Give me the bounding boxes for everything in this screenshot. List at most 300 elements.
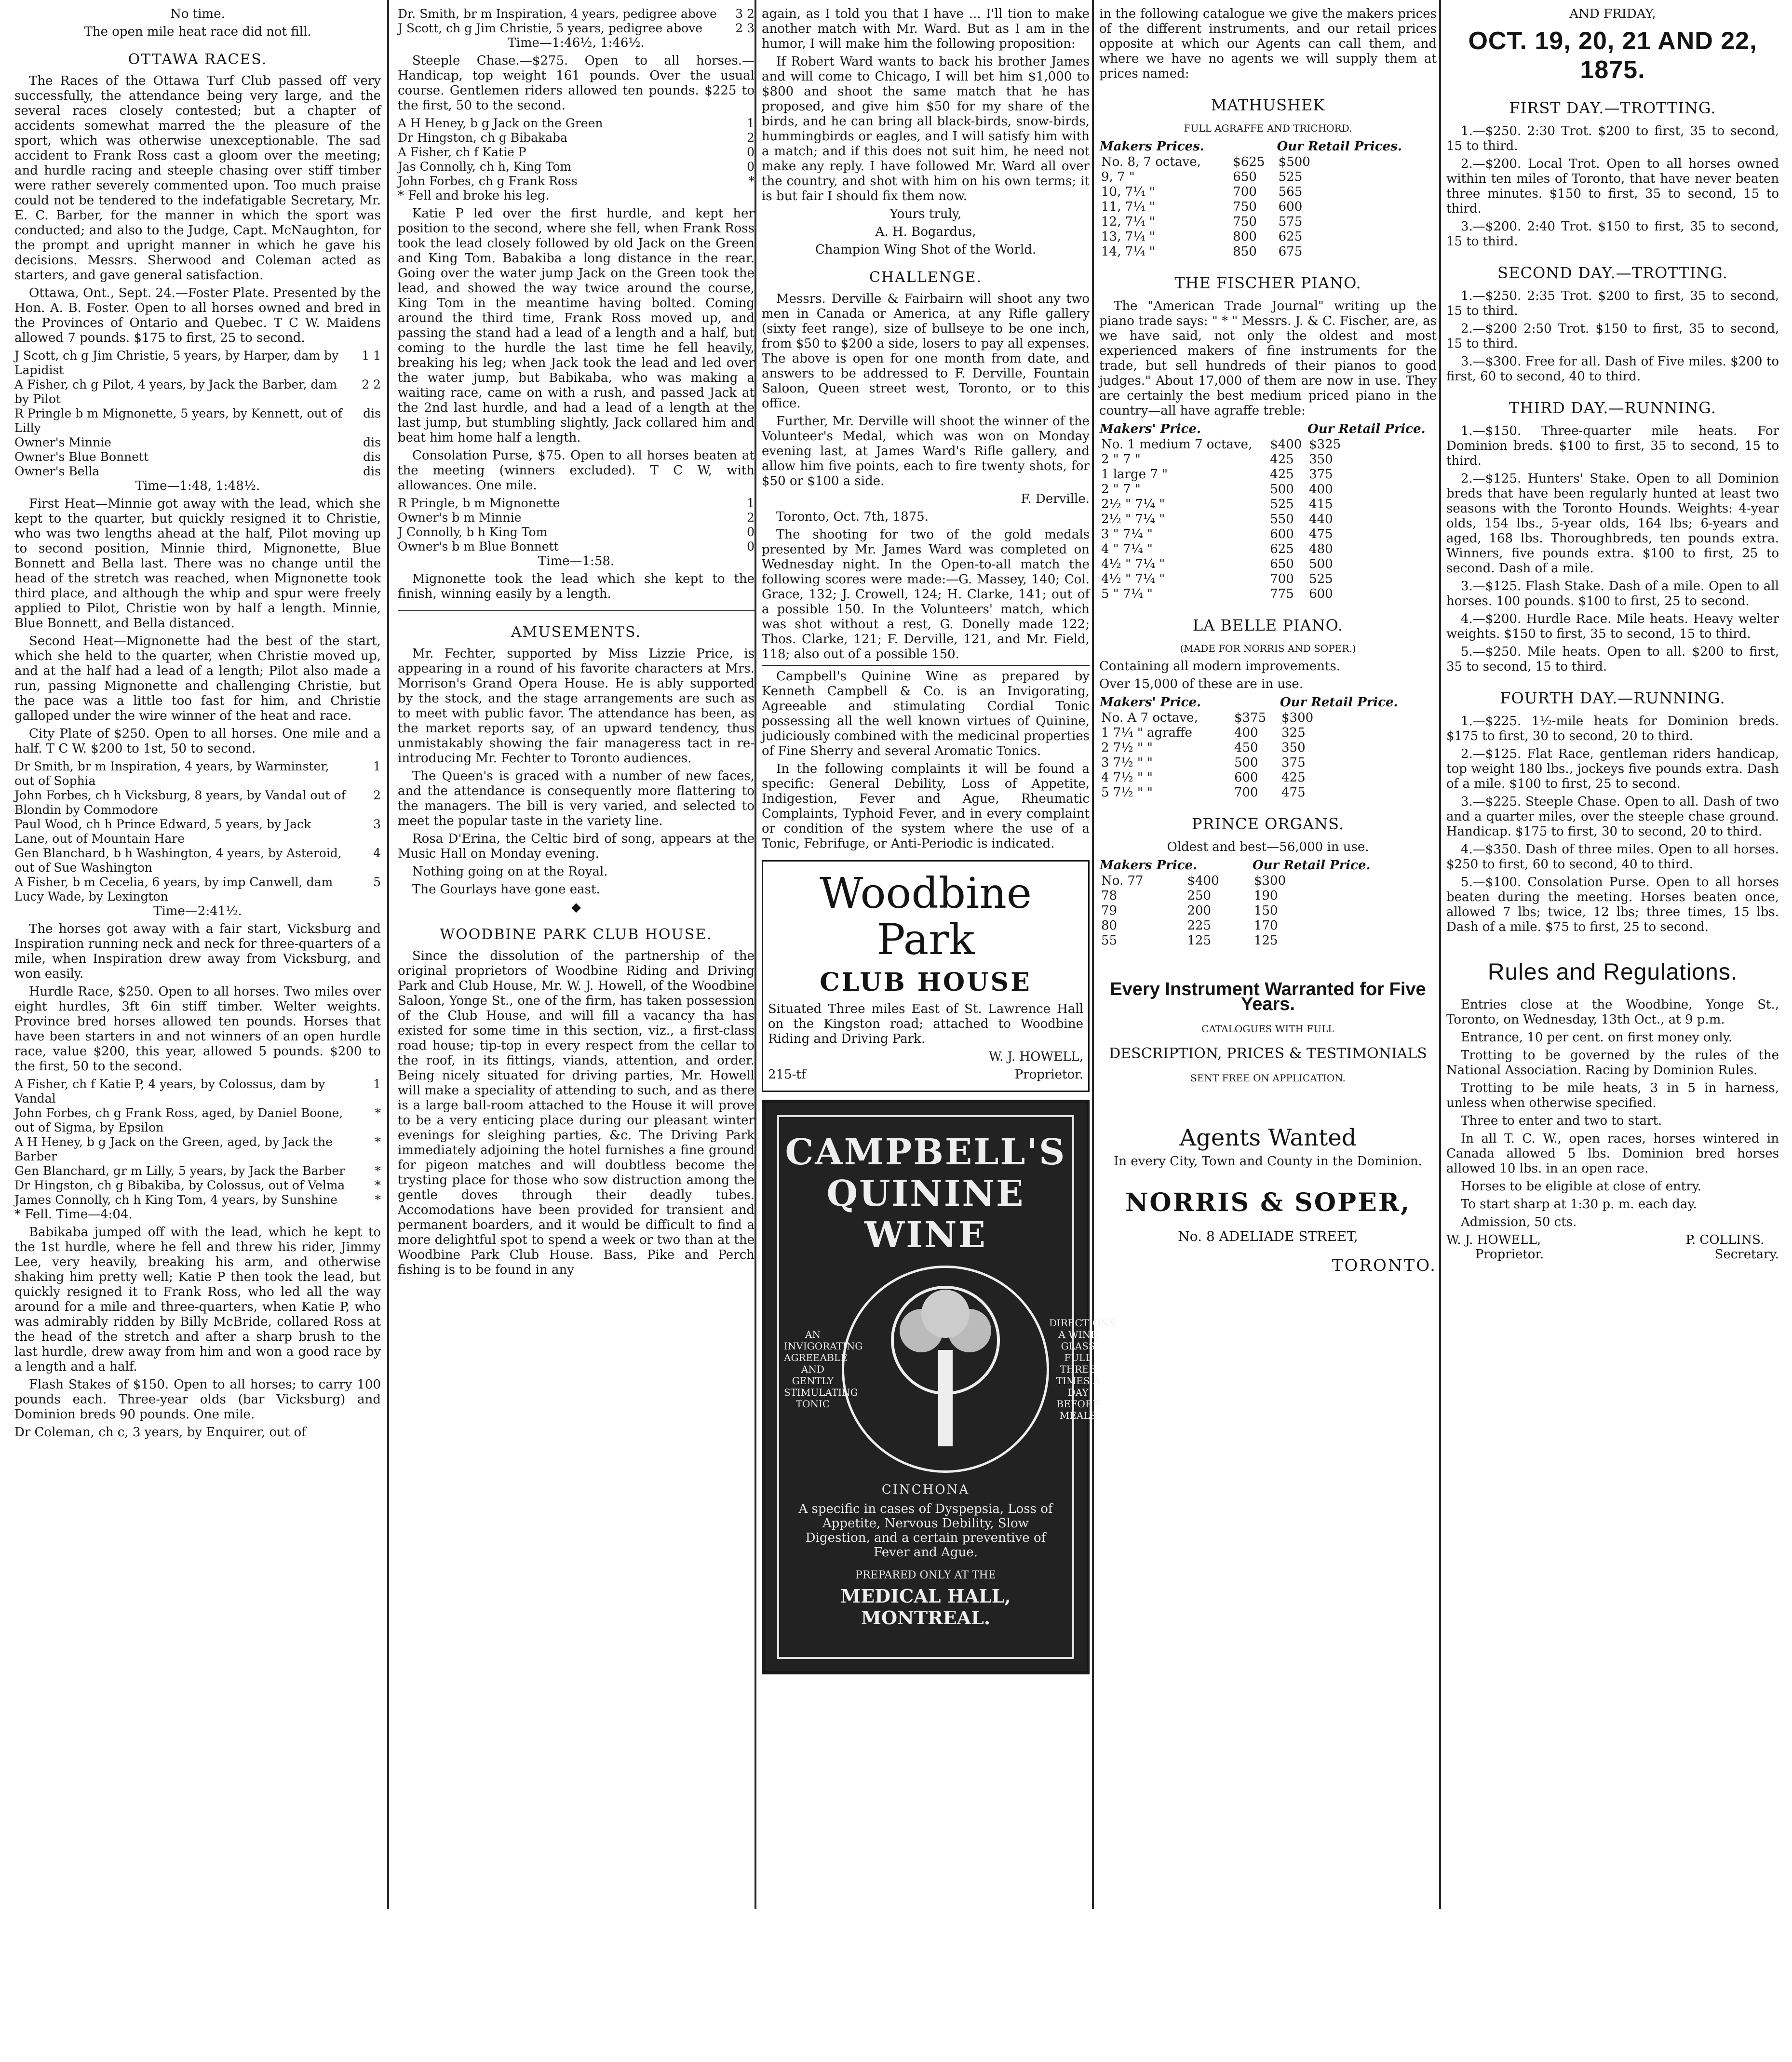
column-2	[398, 7, 755, 1897]
entry-row	[14, 817, 381, 846]
race-item: 5.—$100. Consolation Purse. Open to all horses beaten during the meeting. Horses beaten once, allowed 7 lbs; twice, 12 lbs; three times, 15 lbs. Dash of a mile. $75 to first, 25 to second.	[1446, 875, 1779, 934]
entry-result: dis	[363, 406, 381, 420]
entry-name: A Fisher, b m Cecelia, 6 years, by imp Canwell, dam Lucy Wade, by Lexington	[14, 875, 333, 903]
table-cell: 500	[1309, 557, 1333, 571]
table-cell: 4 " 7¼ "	[1101, 542, 1153, 556]
table-row	[1099, 155, 1437, 170]
entry-result: 1	[373, 759, 381, 773]
paragraph: Campbell's Quinine Wine as prepared by Kenneth Campbell & Co. is an Invigorating, Agreeable and stimulating Cordial Tonic possessing all the well known virtues of Quinine, judiciously combined with the medicinal properties of Fine Sherry and several Aromatic Tonics.	[762, 669, 1090, 758]
ad-title: Woodbine Park	[820, 868, 1032, 964]
entry-result: 2	[373, 788, 381, 802]
entry-result: 1	[747, 116, 755, 130]
table-cell: 11, 7¼ "	[1101, 200, 1155, 214]
column-header: Our Retail Price.	[1280, 695, 1398, 710]
table-cell: 425	[1270, 452, 1294, 467]
entry-result: dis	[363, 450, 381, 464]
price-table	[1099, 139, 1437, 259]
text-line: CATALOGUES WITH FULL	[1201, 1023, 1334, 1035]
table-cell: 800	[1233, 229, 1257, 244]
race-time: Time—2:41½.	[153, 904, 242, 918]
column-rule	[387, 0, 389, 1909]
table-cell: 375	[1281, 755, 1306, 770]
table-cell: 3 " 7¼ "	[1101, 527, 1153, 541]
entry-row	[398, 539, 755, 554]
section-heading: AMUSEMENTS.	[511, 624, 641, 641]
entry-name: Jas Connolly, ch h, King Tom	[398, 160, 572, 174]
column-4	[1099, 7, 1437, 1897]
table-cell: No. A 7 octave,	[1101, 711, 1198, 725]
entry-name: J Scott, ch g Jim Christie, 5 years, pedigree above	[398, 21, 703, 35]
table-cell: 525	[1270, 497, 1294, 512]
table-cell: No. 1 medium 7 octave,	[1101, 437, 1253, 452]
entry-result: *	[375, 1106, 381, 1120]
entry-row	[398, 174, 755, 189]
paragraph: again, as I told you that I have ... I'll tion to make another match with Mr. Ward. But as I am in the humor, I will make him the following proposition:	[762, 7, 1090, 51]
paragraph: Hurdle Race, $250. Open to all horses. Two miles over eight hurdles, 3ft 6in stiff timber. Welter weights. Province bred horses allowed ten pounds. Horses that have been starters in and not winners of an open hurdle race, value $200, this year, allowed 5 pounds. $200 to the first, 50 to the second.	[14, 984, 381, 1074]
text-line: Over 15,000 of these are in use.	[1099, 677, 1304, 691]
signature-name: W. J. HOWELL,	[1446, 1233, 1541, 1247]
paragraph: Dr Coleman, ch c, 3 years, by Enquirer, out of	[14, 1425, 306, 1440]
entry-result: dis	[363, 464, 381, 478]
entry-result: 2 2	[362, 377, 381, 391]
paragraph: Rosa D'Erina, the Celtic bird of song, appears at the Music Hall on Monday evening.	[398, 832, 755, 861]
ad-subtitle: CLUB HOUSE	[820, 968, 1032, 997]
section-heading: LA BELLE PIANO.	[1192, 616, 1344, 634]
table-cell: $375	[1234, 711, 1267, 725]
text-line: AND FRIDAY,	[1569, 7, 1656, 21]
ad-text: Situated Three miles East of St. Lawrence Hall on the Kingston road; attached to Woodbine Riding and Driving Park.	[768, 1002, 1083, 1046]
table-cell: 500	[1234, 755, 1258, 770]
paragraph: The Queen's is graced with a number of new faces, and the attendance is consequently more flattering to the managers. The bill is very varied, and selected to meet the popular taste in the variety line.	[398, 769, 755, 828]
table-cell: 4 7½ " "	[1101, 770, 1153, 785]
rule-item: To start sharp at 1:30 p. m. each day.	[1461, 1197, 1697, 1212]
text-line: Oldest and best—56,000 in use.	[1167, 840, 1369, 854]
table-cell: 190	[1253, 889, 1278, 903]
day-heading: SECOND DAY.—TROTTING.	[1497, 264, 1728, 282]
column-header: Our Retail Price.	[1307, 422, 1426, 436]
entry-row	[14, 759, 381, 788]
entry-name: John Forbes, ch h Vicksburg, 8 years, by Vandal out of Blondin by Commodore	[14, 788, 346, 817]
entry-result: *	[375, 1178, 381, 1192]
table-row	[1099, 726, 1437, 741]
table-row	[1099, 170, 1437, 185]
race-item: 2.—$125. Hunters' Stake. Open to all Dominion breds that have been regularly hunted at least two seasons with the Toronto Hounds. Weights: 4-year olds, 154 lbs., 5-year olds, 164 lbs; 6-years and aged, 168 lbs. Thoroughbreds, ten pounds extra. Winners, five pounds extra. $100 to first, 25 to second. Dash of a mile.	[1446, 472, 1779, 576]
signature-line: A. H. Bogardus,	[875, 225, 976, 239]
table-cell: 700	[1234, 785, 1258, 800]
paragraph: Nothing going on at the Royal.	[412, 864, 608, 879]
table-row	[1099, 215, 1437, 229]
column-rule	[1092, 0, 1094, 1909]
table-cell: 2 " 7 "	[1101, 452, 1141, 467]
entry-result: 3 2	[735, 7, 755, 21]
race-item: 1.—$250. 2:35 Trot. $200 to first, 35 to second, 15 to third.	[1446, 289, 1779, 318]
ad-role: Proprietor.	[1014, 1067, 1083, 1082]
ad-left-label: AN INVIGORATING AGREEABLE AND GENTLY STIMULATING TONIC	[784, 1329, 863, 1410]
entry-row	[14, 1178, 381, 1193]
price-table	[1099, 695, 1437, 800]
paragraph: Katie P led over the first hurdle, and kept her position to the second, where she fell, when Frank Ross took the lead closely followed by old Jack on the Green and King Tom. Babakiba a long distance in the rear. Going over the water jump Jack on the Green took the lead, and showed the way twice around the course, King Tom in the meantime having bolted. Coming around the third time, Frank Ross moved up, and passing the stand had a lead of a length and a half, but coming to the hurdle the last time he fell heavily, breaking his leg; when Jack took the lead and led over the water jump, but Babikaba, who was making a waiting race, came on with a rush, and passed Jack at the 2nd last hurdle, and had a lead of a length at the last jump, but stumbling slightly, Jack collared him and beat him home half a length.	[398, 206, 755, 445]
firm-city: TORONTO.	[1332, 1256, 1437, 1275]
entry-row	[14, 1164, 381, 1178]
entry-name: A Fisher, ch f Katie P, 4 years, by Colossus, dam by Vandal	[14, 1077, 325, 1105]
entry-name: Owner's Bella	[14, 464, 100, 478]
table-row	[1099, 770, 1437, 785]
table-cell: $400	[1270, 437, 1302, 452]
entry-name: Paul Wood, ch h Prince Edward, 5 years, by Jack Lane, out of Mountain Hare	[14, 817, 311, 846]
race-item: 3.—$225. Steeple Chase. Open to all. Dash of two and a quarter miles, over the steeple chase ground. Handicap. $175 to first, 30 to second, 20 to third.	[1446, 795, 1779, 839]
entry-name: Dr Hingston, ch g Bibakaba	[398, 131, 568, 145]
table-cell: 775	[1270, 587, 1294, 601]
entry-name: Dr. Smith, br m Inspiration, 4 years, pedigree above	[398, 7, 717, 21]
signature-role: Secretary.	[1714, 1247, 1779, 1262]
table-cell: 14, 7¼ "	[1101, 244, 1155, 259]
race-item: 2.—$125. Flat Race, gentleman riders handicap, top weight 180 lbs., jockeys five pounds extra. Dash of a mile. $100 to first, 25 to second.	[1446, 747, 1779, 791]
table-cell: $325	[1309, 437, 1341, 452]
table-cell: 425	[1270, 467, 1294, 482]
table-row	[1099, 452, 1437, 467]
race-time: Time—1:58.	[538, 554, 615, 568]
ad-frame	[777, 1115, 1116, 1659]
ad-maker-line: PREPARED ONLY AT THE	[855, 1569, 996, 1581]
table-cell: $625	[1233, 155, 1265, 169]
column-1	[14, 7, 381, 1897]
entry-name: Owner's Blue Bonnett	[14, 450, 149, 464]
entry-name: A Fisher, ch f Katie P	[398, 145, 526, 159]
entry-name: J Scott, ch g Jim Christie, 5 years, by Harper, dam by Lapidist	[14, 349, 339, 377]
warranty-line: Every Instrument Warranted for Five Years.	[1110, 979, 1426, 1014]
entry-row	[398, 7, 755, 21]
paragraph: Second Heat—Mignonette had the best of the start, which she held to the quarter, when Christie moved up, and at the half had a lead of a length; Pilot also made a run, passing Mignonette and challenging Christie, but the pace was a little too fast for him, and Christie galloped under the wire winner of the heat and race.	[14, 634, 381, 723]
table-cell: 55	[1101, 933, 1118, 948]
table-cell: 700	[1270, 572, 1294, 586]
entry-row	[14, 1135, 381, 1164]
paragraph: Since the dissolution of the partnership of the original proprietors of Woodbine Riding and Driving Park and Club House, Mr. W. J. Howell, of the Woodbine Saloon, Yonge St., one of the firm, has taken possession of the Club House, and will fill a vacancy tha has existed for some time in this section, viz., a first-class road house; tip-top in every respect from the cellar to the roof, in its fittings, viands, attention, and order. Being nicely situated for driving parties, Mr. Howell will make a speciality of attending to such, and as there is a large ball-room attached to the House it will prove to be a very enticing place during our pleasant winter evenings for sleighing parties, &c. The Driving Park immediately adjoining the hotel furnishes a fine ground for pigeon matches and will doubtless become the trysting place for those who sow distruction among the gentle doves through their deadly tubes. Accomodations have been provided for transient and permanent boarders, and it would be difficult to find a more delightful spot to spend a week or two than at the Woodbine Park Club House. Bass, Pike and Perch fishing is to be found in any	[398, 949, 755, 1277]
table-cell: 13, 7¼ "	[1101, 229, 1155, 244]
paragraph: City Plate of $250. Open to all horses. One mile and a half. T C W. $200 to 1st, 50 to second.	[14, 727, 381, 756]
signature-line: Champion Wing Shot of the World.	[815, 243, 1037, 257]
cinchona-tree-icon	[842, 1266, 1049, 1473]
ad-footer	[768, 1067, 1083, 1082]
table-cell: 675	[1278, 244, 1303, 259]
table-cell: 475	[1281, 785, 1306, 800]
column-5	[1446, 7, 1779, 1897]
table-cell: $300	[1281, 711, 1314, 725]
table-cell: 650	[1233, 170, 1257, 184]
race-item: 4.—$200. Hurdle Race. Mile heats. Heavy welter weights. $150 to first, 35 to second, 15 to third.	[1446, 612, 1779, 641]
text-line: No time.	[170, 7, 225, 21]
ad-code: 215-tf	[768, 1067, 806, 1082]
entry-row	[14, 435, 381, 450]
entry-name: Owner's b m Blue Bonnett	[398, 539, 559, 553]
table-cell: 600	[1234, 770, 1258, 785]
race-item: 1.—$225. 1½-mile heats for Dominion breds. $175 to first, 30 to second, 20 to third.	[1446, 714, 1779, 743]
paragraph: in the following catalogue we give the makers prices of the different instruments, and our retail prices opposite at which our Agents can call them, and where we have no agents we will supply them at prices named:	[1099, 7, 1437, 81]
table-cell: 5 " 7¼ "	[1101, 587, 1153, 601]
table-cell: 425	[1281, 770, 1306, 785]
signature-line: Yours truly,	[889, 207, 962, 221]
table-cell: 2½ " 7¼ "	[1101, 512, 1165, 526]
table-cell: 80	[1101, 918, 1118, 933]
table-cell: 480	[1309, 542, 1333, 556]
race-dates: OCT. 19, 20, 21 AND 22, 1875.	[1468, 27, 1757, 84]
table-row	[1099, 874, 1437, 889]
paragraph: The Gourlays have gone east.	[412, 882, 600, 897]
table-cell: 125	[1253, 933, 1278, 948]
table-row	[1099, 229, 1437, 244]
entry-result: 2	[747, 511, 755, 525]
table-row	[1099, 918, 1437, 933]
table-cell: 600	[1270, 527, 1294, 541]
entry-name: John Forbes, ch g Frank Ross	[398, 174, 578, 188]
ad-emblem-row	[779, 1256, 1116, 1482]
signature-role: Proprietor.	[1475, 1247, 1544, 1262]
entry-result: 0	[747, 160, 755, 174]
table-cell: 400	[1234, 726, 1258, 740]
paragraph: Mignonette took the lead which she kept to the finish, winning easily by a length.	[398, 572, 755, 601]
table-cell: $400	[1187, 874, 1219, 888]
entry-result: 1	[747, 496, 755, 510]
signature-line: F. Derville.	[1021, 492, 1090, 506]
entry-result: 0	[747, 539, 755, 553]
day-heading: FOURTH DAY.—RUNNING.	[1500, 689, 1725, 707]
paragraph: Steeple Chase.—$275. Open to all horses.—Handicap, top weight 161 pounds. Over the usual course. Gentlemen riders allowed ten pounds. $225 to the first, 50 to the second.	[398, 54, 755, 113]
section-subtitle: FULL AGRAFFE AND TRICHORD.	[1184, 122, 1352, 134]
table-row	[1099, 527, 1437, 542]
ad-description: A specific in cases of Dyspepsia, Loss of Appetite, Nervous Debility, Slow Digestion, and a certain preventive of Fever and Ague.	[798, 1502, 1053, 1560]
table-row	[1099, 512, 1437, 527]
table-cell: 625	[1270, 542, 1294, 556]
firm-name: NORRIS & SOPER,	[1125, 1188, 1411, 1217]
table-cell: 415	[1309, 497, 1333, 512]
entry-row	[14, 349, 381, 377]
firm-address: No. 8 ADELIADE STREET,	[1178, 1228, 1358, 1244]
text-line: Containing all modern improvements.	[1099, 659, 1341, 674]
section-heading: WOODBINE PARK CLUB HOUSE.	[440, 926, 713, 943]
rule-item: Entries close at the Woodbine, Yonge St., Toronto, on Wednesday, 13th Oct., at 9 p.m.	[1446, 997, 1779, 1027]
signature-name: P. COLLINS.	[1685, 1233, 1765, 1247]
table-row	[1099, 903, 1437, 918]
entry-row	[398, 21, 755, 36]
entry-name: Gen Blanchard, b h Washington, 4 years, by Asteroid, out of Sue Washington	[14, 846, 342, 875]
table-cell: 475	[1309, 527, 1333, 541]
race-item: 3.—$200. 2:40 Trot. $150 to first, 35 to second, 15 to third.	[1446, 219, 1779, 249]
entry-name: R Pringle, b m Mignonette	[398, 496, 560, 510]
table-cell: 79	[1101, 903, 1118, 918]
table-row	[1099, 185, 1437, 200]
race-item: 3.—$300. Free for all. Dash of Five miles. $200 to first, 60 to second, 40 to third.	[1446, 354, 1779, 384]
table-cell: No. 8, 7 octave,	[1101, 155, 1201, 169]
table-cell: 550	[1270, 512, 1294, 526]
entry-row	[14, 406, 381, 435]
table-row	[1099, 437, 1437, 452]
entry-name: A H Heney, b g Jack on the Green	[398, 116, 603, 130]
table-cell: 750	[1233, 200, 1257, 214]
paragraph: In the following complaints it will be found a specific: General Debility, Loss of Appetite, Indigestion, Fever and Ague, Rheumatic Complaints, Typhoid Fever, and in every complaint or condition of the system where the use of a Tonic, Febrifuge, or Anti-Periodic is indicated.	[762, 762, 1090, 851]
table-cell: 525	[1278, 170, 1303, 184]
race-item: 1.—$150. Three-quarter mile heats. For Dominion breds. $100 to first, 35 to second, 15 to third.	[1446, 424, 1779, 468]
paragraph: The Races of the Ottawa Turf Club passed off very successfully, the attendance being very large, and the several races closely contested; but a chapter of accidents somewhat marred the the pleasure of the sport, which was otherwise unexceptionable. The sad accident to Frank Ross cast a gloom over the meeting; and hurdle racing and steeple chasing over stiff timber were rather severely commented upon. Too much praise could not be tendered to the indefatigable Secretary, Mr. E. C. Barber, for the manner in which the sport was conducted; and also to the Judge, Capt. McNaughton, for the prompt and upright manner in which he gave his decisions. Messrs. Sherwood and Coleman acted as starters, and gave general satisfaction.	[14, 74, 381, 283]
section-heading: CHALLENGE.	[869, 269, 983, 286]
table-cell: 500	[1270, 482, 1294, 497]
entry-name: John Forbes, ch g Frank Ross, aged, by Daniel Boone, out of Sigma, by Epsilon	[14, 1106, 343, 1134]
table-cell: No. 77	[1101, 874, 1144, 888]
entry-result: *	[375, 1164, 381, 1178]
paragraph: Babikaba jumped off with the lead, which he kept to the 1st hurdle, where he fell and threw his rider, Jimmy Lee, very heavily, breaking his arm, and otherwise shaking him pretty well; Katie P then took the lead, but quickly resigned it to Frank Ross, who led all the way around for a mile and three-quarters, when Katie P, who was admirably ridden by Billy McBride, collared Ross at the head of the stretch and after a sharp brush to the last hurdle, drew away from him and won a good race by a length and a half.	[14, 1225, 381, 1374]
table-cell: 5 7½ " "	[1101, 785, 1153, 800]
table-row	[1099, 497, 1437, 512]
table-cell: 9, 7 "	[1101, 170, 1135, 184]
race-time: * Fell. Time—4:04.	[14, 1207, 133, 1222]
paragraph: Ottawa, Ont., Sept. 24.—Foster Plate. Presented by the Hon. A. B. Foster. Open to all horses owned and bred in the Provinces of Ontario and Quebec. T C W. Maidens allowed 7 pounds. $175 to first, 25 to second.	[14, 286, 381, 345]
column-header: Our Retail Prices.	[1277, 139, 1402, 154]
entry-row	[398, 160, 755, 174]
table-row	[1099, 741, 1437, 755]
entry-result: 1	[373, 1077, 381, 1091]
table-cell: 4½ " 7¼ "	[1101, 557, 1165, 571]
table-cell: 700	[1233, 185, 1257, 199]
entry-name: Owner's Minnie	[14, 435, 111, 449]
rule-item: Entrance, 10 per cent. on first money only.	[1461, 1030, 1733, 1045]
entry-row	[398, 131, 755, 145]
price-table	[1099, 421, 1437, 602]
entry-result: 0	[747, 145, 755, 159]
table-cell: 78	[1101, 889, 1118, 903]
text-line: The open mile heat race did not fill.	[84, 25, 311, 39]
entry-row	[14, 1106, 381, 1135]
entry-row	[14, 377, 381, 406]
column-header: Makers Price.	[1100, 858, 1198, 873]
section-heading: PRINCE ORGANS.	[1191, 815, 1345, 833]
entry-result: 0	[747, 525, 755, 539]
paragraph: Mr. Fechter, supported by Miss Lizzie Price, is appearing in a round of his favorite characters at Mrs. Morrison's Grand Opera House. He is ably supported by the stock, and the stage arrangements are such as to meet with public favor. The attendance has been, as the market reports say, of an upward tendency, thus unmistakably showing the fair manageress tact in re-introducing Mr. Fechter to Toronto audiences.	[398, 647, 755, 766]
race-item: 5.—$250. Mile heats. Open to all. $200 to first, 35 to second, 15 to third.	[1446, 645, 1779, 674]
table-cell: 2 7½ " "	[1101, 741, 1153, 755]
column-header: Makers' Price.	[1100, 695, 1201, 710]
ad-right-label: DIRECTIONS A WINE GLASS FULL THREE TIMES A DAY BEFORE MEALS	[1049, 1317, 1116, 1421]
text-line: In every City, Town and County in the Dominion.	[1114, 1154, 1422, 1169]
table-cell: 450	[1234, 741, 1258, 755]
entry-result: *	[375, 1193, 381, 1207]
paragraph: The horses got away with a fair start, Vicksburg and Inspiration running neck and neck for three-quarters of a mile, when Inspiration drew away from Vicksburg, and won easily.	[14, 922, 381, 981]
table-cell: 250	[1187, 889, 1212, 903]
table-row	[1099, 572, 1437, 587]
dateline: Toronto, Oct. 7th, 1875.	[776, 510, 929, 524]
ad-signature: W. J. HOWELL,	[988, 1050, 1083, 1064]
price-table	[1099, 858, 1437, 948]
table-cell: 650	[1270, 557, 1294, 571]
footnote: * Fell and broke his leg.	[398, 189, 550, 203]
entry-name: James Connolly, ch h King Tom, 4 years, by Sunshine	[14, 1193, 338, 1207]
table-cell: 400	[1309, 482, 1333, 497]
column-header: Our Retail Price.	[1252, 858, 1371, 873]
column-rule	[1439, 0, 1441, 1909]
table-cell: $300	[1253, 874, 1286, 888]
column-header: Makers' Price.	[1100, 422, 1201, 436]
table-row	[1099, 542, 1437, 557]
entry-name: R Pringle b m Mignonette, 5 years, by Kennett, out of Lilly	[14, 406, 343, 435]
table-row	[1099, 755, 1437, 770]
entry-name: J Connolly, b h King Tom	[398, 525, 548, 539]
divider	[762, 665, 1090, 666]
text-line: DESCRIPTION, PRICES & TESTIMONIALS	[1109, 1045, 1427, 1062]
entry-name: Dr Hingston, ch g Bibakiba, by Colossus, out of Velma	[14, 1178, 345, 1192]
table-cell: 4½ " 7¼ "	[1101, 572, 1165, 586]
entry-result: 5	[373, 875, 381, 889]
table-cell: $500	[1278, 155, 1310, 169]
entry-row	[14, 464, 381, 479]
table-cell: 350	[1309, 452, 1333, 467]
race-entries	[14, 349, 381, 479]
race-time: Time—1:48, 1:48½.	[135, 479, 260, 493]
entry-row	[398, 511, 755, 525]
table-cell: 1 large 7 "	[1101, 467, 1168, 482]
section-heading: THE FISCHER PIANO.	[1174, 274, 1361, 292]
table-cell: 565	[1278, 185, 1303, 199]
signatures	[1446, 1233, 1779, 1262]
section-subtitle: (MADE FOR NORRIS AND SOPER.)	[1180, 643, 1356, 654]
race-item: 2.—$200. Local Trot. Open to all horses owned within ten miles of Toronto, that have never beaten three minutes. $150 to first, 35 to second, 15 to third.	[1446, 157, 1779, 216]
table-cell: 125	[1187, 933, 1212, 948]
paragraph: If Robert Ward wants to back his brother James and will come to Chicago, I will bet him $1,000 to $800 and shoot the same match that he has proposed, and give him $50 for my share of the birds, and he can bring all black-birds, snow-birds, hummingbirds or eagles, and I will satisfy him with a match; and if this does not suit him, he need not make any reply. I have followed Mr. Ward all over the country, and shot with him on his own terms; it is but fair I should fix them now.	[762, 54, 1090, 203]
entry-result: *	[748, 174, 755, 188]
woodbine-park-ad	[762, 860, 1090, 1092]
column-rule	[755, 0, 756, 1909]
table-cell: 575	[1278, 215, 1303, 229]
paragraph: Flash Stakes of $150. Open to all horses; to carry 100 pounds each. Three-year olds (bar Vicksburg) and Dominion breds 90 pounds. One mile.	[14, 1377, 381, 1422]
rule-item: Three to enter and two to start.	[1461, 1114, 1662, 1128]
table-cell: 750	[1233, 215, 1257, 229]
entry-result: dis	[363, 435, 381, 449]
entry-name: Owner's b m Minnie	[398, 511, 522, 525]
race-entries	[14, 1077, 381, 1207]
paragraph: The shooting for two of the gold medals presented by Mr. James Ward was completed on Wednesday night. In the Open-to-all match the following scores were made:—G. Massey, 140; Col. Grace, 132; J. Crowell, 124; H. Clarke, 141; out of a possible 150. In the Volunteers' match, which was shot without a rest, G. Donelly made 122; Thos. Clarke, 121; F. Derville, 121, and Mr. Field, 118; also out of a possible 150.	[762, 527, 1090, 661]
entry-row	[398, 525, 755, 539]
table-row	[1099, 889, 1437, 903]
entry-name: A Fisher, ch g Pilot, 4 years, by Jack the Barber, dam by Pilot	[14, 377, 337, 406]
entry-result: 2 3	[735, 21, 755, 35]
entry-row	[398, 145, 755, 160]
table-cell: 2½ " 7¼ "	[1101, 497, 1165, 512]
entry-row	[398, 116, 755, 131]
signature-left	[1446, 1233, 1544, 1262]
entry-result: 1 1	[362, 349, 381, 363]
entry-result: 3	[373, 817, 381, 831]
ad-maker-name: MEDICAL HALL, MONTREAL.	[840, 1585, 1011, 1629]
paragraph: Consolation Purse, $75. Open to all horses beaten at the meeting (winners excluded). T C W, with allowances. One mile.	[398, 448, 755, 493]
table-row	[1099, 557, 1437, 572]
ad-brand: CAMPBELL'S QUININE WINE	[785, 1132, 1066, 1256]
race-item: 4.—$350. Dash of three miles. Open to all horses. $250 to first, 60 to second, 40 to third.	[1446, 842, 1779, 872]
table-row	[1099, 482, 1437, 497]
section-heading: OTTAWA RACES.	[128, 51, 268, 68]
table-cell: 150	[1253, 903, 1278, 918]
table-cell: 600	[1278, 200, 1303, 214]
divider	[398, 610, 755, 612]
entry-result: 2	[747, 131, 755, 145]
table-cell: 850	[1233, 244, 1257, 259]
table-row	[1099, 200, 1437, 215]
ad-plant-label: CINCHONA	[881, 1482, 970, 1497]
table-cell: 2 " 7 "	[1101, 482, 1141, 497]
rule-item: Horses to be eligible at close of entry.	[1461, 1179, 1702, 1194]
table-cell: 200	[1187, 903, 1212, 918]
column-header: Makers Prices.	[1100, 139, 1204, 154]
entry-name: Gen Blanchard, gr m Lilly, 5 years, by Jack the Barber	[14, 1164, 345, 1178]
table-cell: 375	[1309, 467, 1333, 482]
entry-row	[14, 1077, 381, 1106]
table-cell: 600	[1309, 587, 1333, 601]
entry-row	[14, 846, 381, 875]
